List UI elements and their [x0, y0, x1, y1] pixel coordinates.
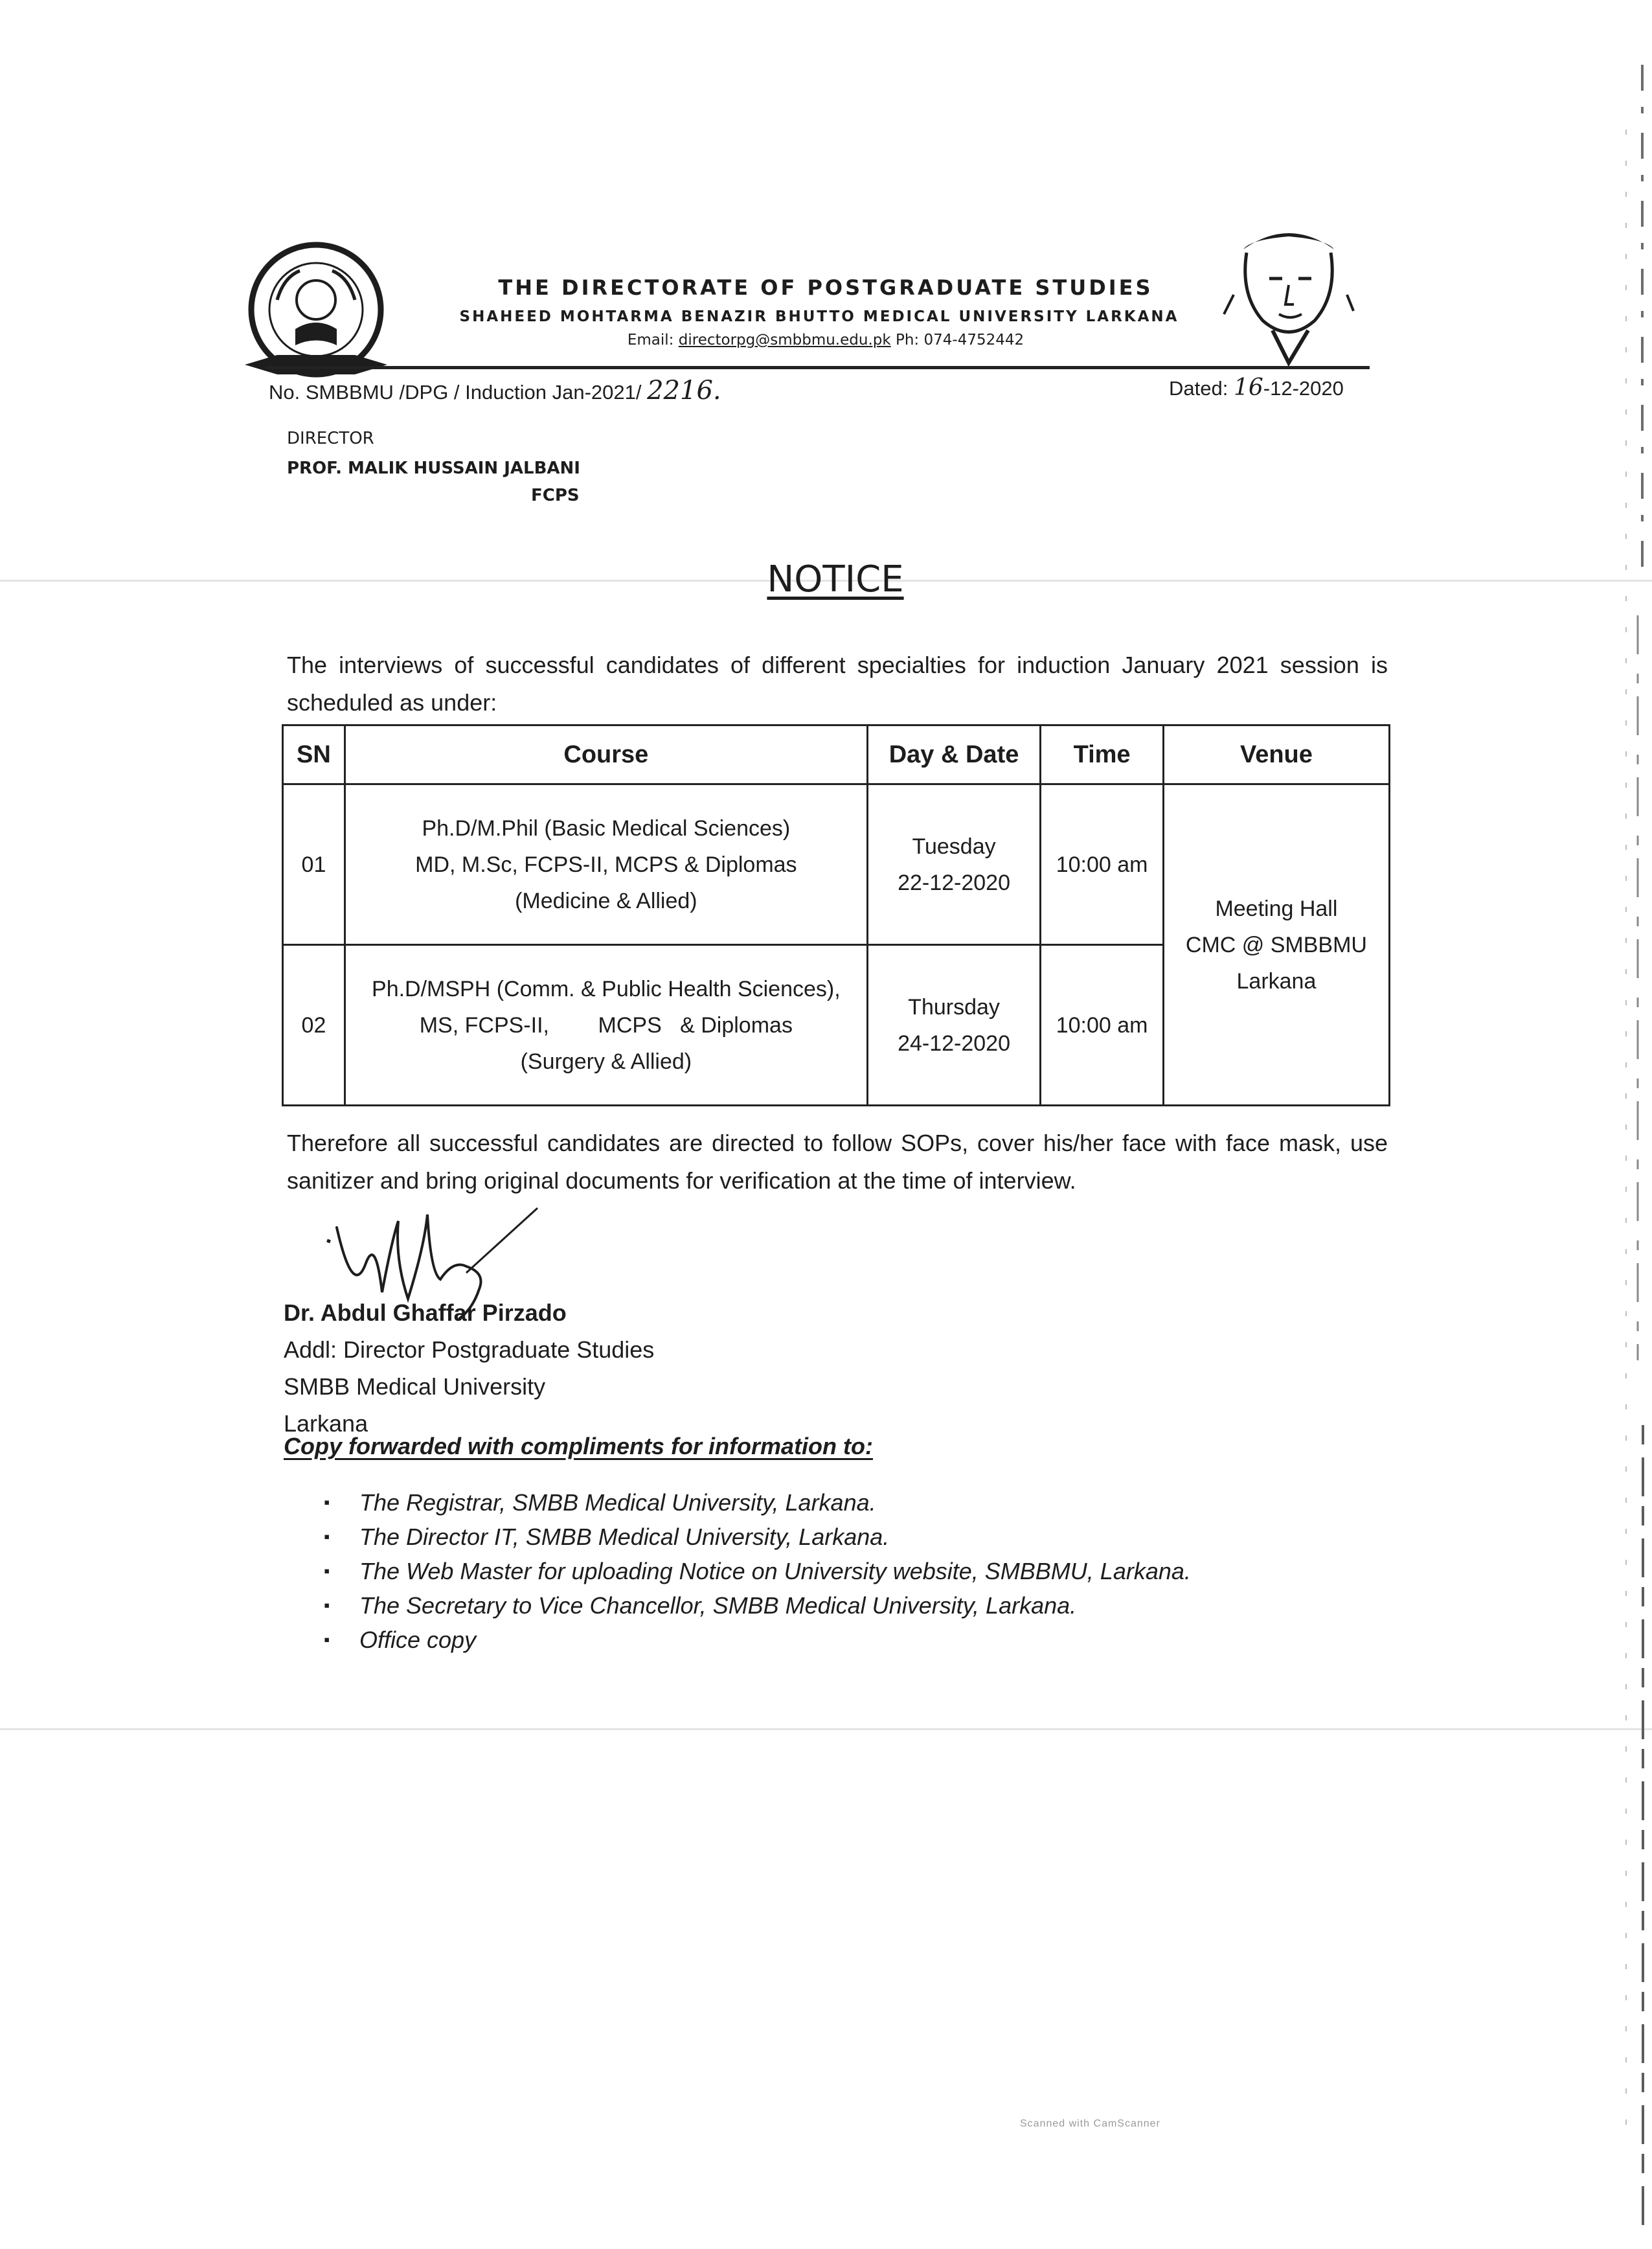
date-line: [1169, 374, 1344, 401]
reference-number: [269, 376, 721, 405]
header-sn: SN: [283, 725, 345, 784]
director-qualification: FCPS: [531, 486, 580, 505]
course-line: (Medicine & Allied): [515, 888, 697, 913]
cell-time: 10:00 am: [1041, 945, 1164, 1106]
reference-handwritten: 2216.: [647, 376, 721, 405]
list-item: ▪ The Secretary to Vice Chancellor, SMBB Medical University, Larkana.: [324, 1588, 1191, 1623]
list-item: ▪ The Registrar, SMBB Medical University, Larkana.: [324, 1485, 1191, 1520]
day-text: Tuesday: [912, 834, 996, 859]
directorate-title: THE DIRECTORATE OF POSTGRADUATE STUDIES: [498, 275, 1153, 300]
copy-forwarded-title: Copy forwarded with compliments for information to:: [284, 1433, 874, 1459]
signatory-name: Dr. Abdul Ghaffar Pirzado: [284, 1299, 567, 1326]
signatory-city: Larkana: [284, 1410, 368, 1437]
scanner-watermark: Scanned with CamScanner: [1020, 2118, 1160, 2129]
cell-venue: [1163, 784, 1389, 1106]
dated-label: Dated:: [1169, 377, 1228, 400]
list-item: ▪ The Director IT, SMBB Medical University, Larkana.: [324, 1520, 1191, 1554]
notice-outro: Therefore all successful candidates are directed to follow SOPs, cover his/her face with face mask, use sanitizer and bring original documents for verification at the time of interview.: [287, 1130, 1388, 1194]
day-text: Thursday: [908, 994, 1000, 1020]
director-role: DIRECTOR: [287, 429, 374, 448]
list-item: ▪ The Web Master for uploading Notice on University website, SMBBMU, Larkana.: [324, 1554, 1191, 1588]
director-name: PROF. MALIK HUSSAIN JALBANI: [287, 459, 580, 478]
scan-fold-line: [0, 1728, 1652, 1730]
venue-line: CMC @ SMBBMU: [1185, 932, 1367, 957]
list-item: ▪ Office copy: [324, 1623, 1191, 1657]
email-address: directorpg@smbbmu.edu.pk: [678, 332, 891, 348]
venue-line: Larkana: [1236, 968, 1317, 994]
course-line: (Surgery & Allied): [520, 1049, 692, 1074]
course-line: MS, FCPS-II, MCPS & Diplomas: [419, 1012, 793, 1038]
course-line: Ph.D/M.Phil (Basic Medical Sciences): [422, 816, 791, 841]
signatory-title: Addl: Director Postgraduate Studies: [284, 1336, 655, 1363]
university-logo: [238, 238, 394, 387]
cell-course: [345, 784, 867, 945]
date-text: 22-12-2020: [898, 870, 1010, 895]
cell-sn: 02: [283, 945, 345, 1106]
signatory-block: [284, 1294, 654, 1442]
notice-intro: The interviews of successful candidates of different specialties for induction January 2021 session is scheduled as under:: [287, 652, 1388, 716]
dated-handwritten: 16: [1233, 374, 1263, 401]
cell-course: [345, 945, 867, 1106]
signatory-org: SMBB Medical University: [284, 1373, 546, 1400]
cell-day-date: [867, 945, 1040, 1106]
date-text: 24-12-2020: [898, 1031, 1010, 1056]
reference-prefix: No. SMBBMU /DPG / Induction Jan-2021/: [269, 381, 642, 404]
email-label: Email:: [627, 332, 674, 348]
venue-line: Meeting Hall: [1215, 896, 1338, 921]
header-course: Course: [345, 725, 867, 784]
notice-title: NOTICE: [767, 558, 904, 600]
table-header-row: [283, 725, 1390, 784]
cell-time: 10:00 am: [1041, 784, 1164, 945]
header-day-date: Day & Date: [867, 725, 1040, 784]
copy-forwarded-list: [324, 1485, 1191, 1657]
cell-sn: 01: [283, 784, 345, 945]
dated-rest: -12-2020: [1263, 377, 1344, 400]
interview-schedule-table: [282, 724, 1390, 1106]
letterhead-divider: [266, 366, 1370, 369]
header-time: Time: [1041, 725, 1164, 784]
phone-number: Ph: 074-4752442: [895, 332, 1024, 348]
course-line: MD, M.Sc, FCPS-II, MCPS & Diplomas: [415, 852, 797, 877]
table-row: [283, 784, 1390, 945]
cell-day-date: [867, 784, 1040, 945]
portrait-emblem: [1217, 223, 1360, 372]
header-venue: Venue: [1163, 725, 1389, 784]
university-name: SHAHEED MOHTARMA BENAZIR BHUTTO MEDICAL UNIVERSITY LARKANA: [459, 308, 1179, 325]
course-line: Ph.D/MSPH (Comm. & Public Health Sciences),: [372, 976, 841, 1001]
scan-edge-noise: [1581, 0, 1652, 2249]
contact-line: [453, 332, 1198, 348]
